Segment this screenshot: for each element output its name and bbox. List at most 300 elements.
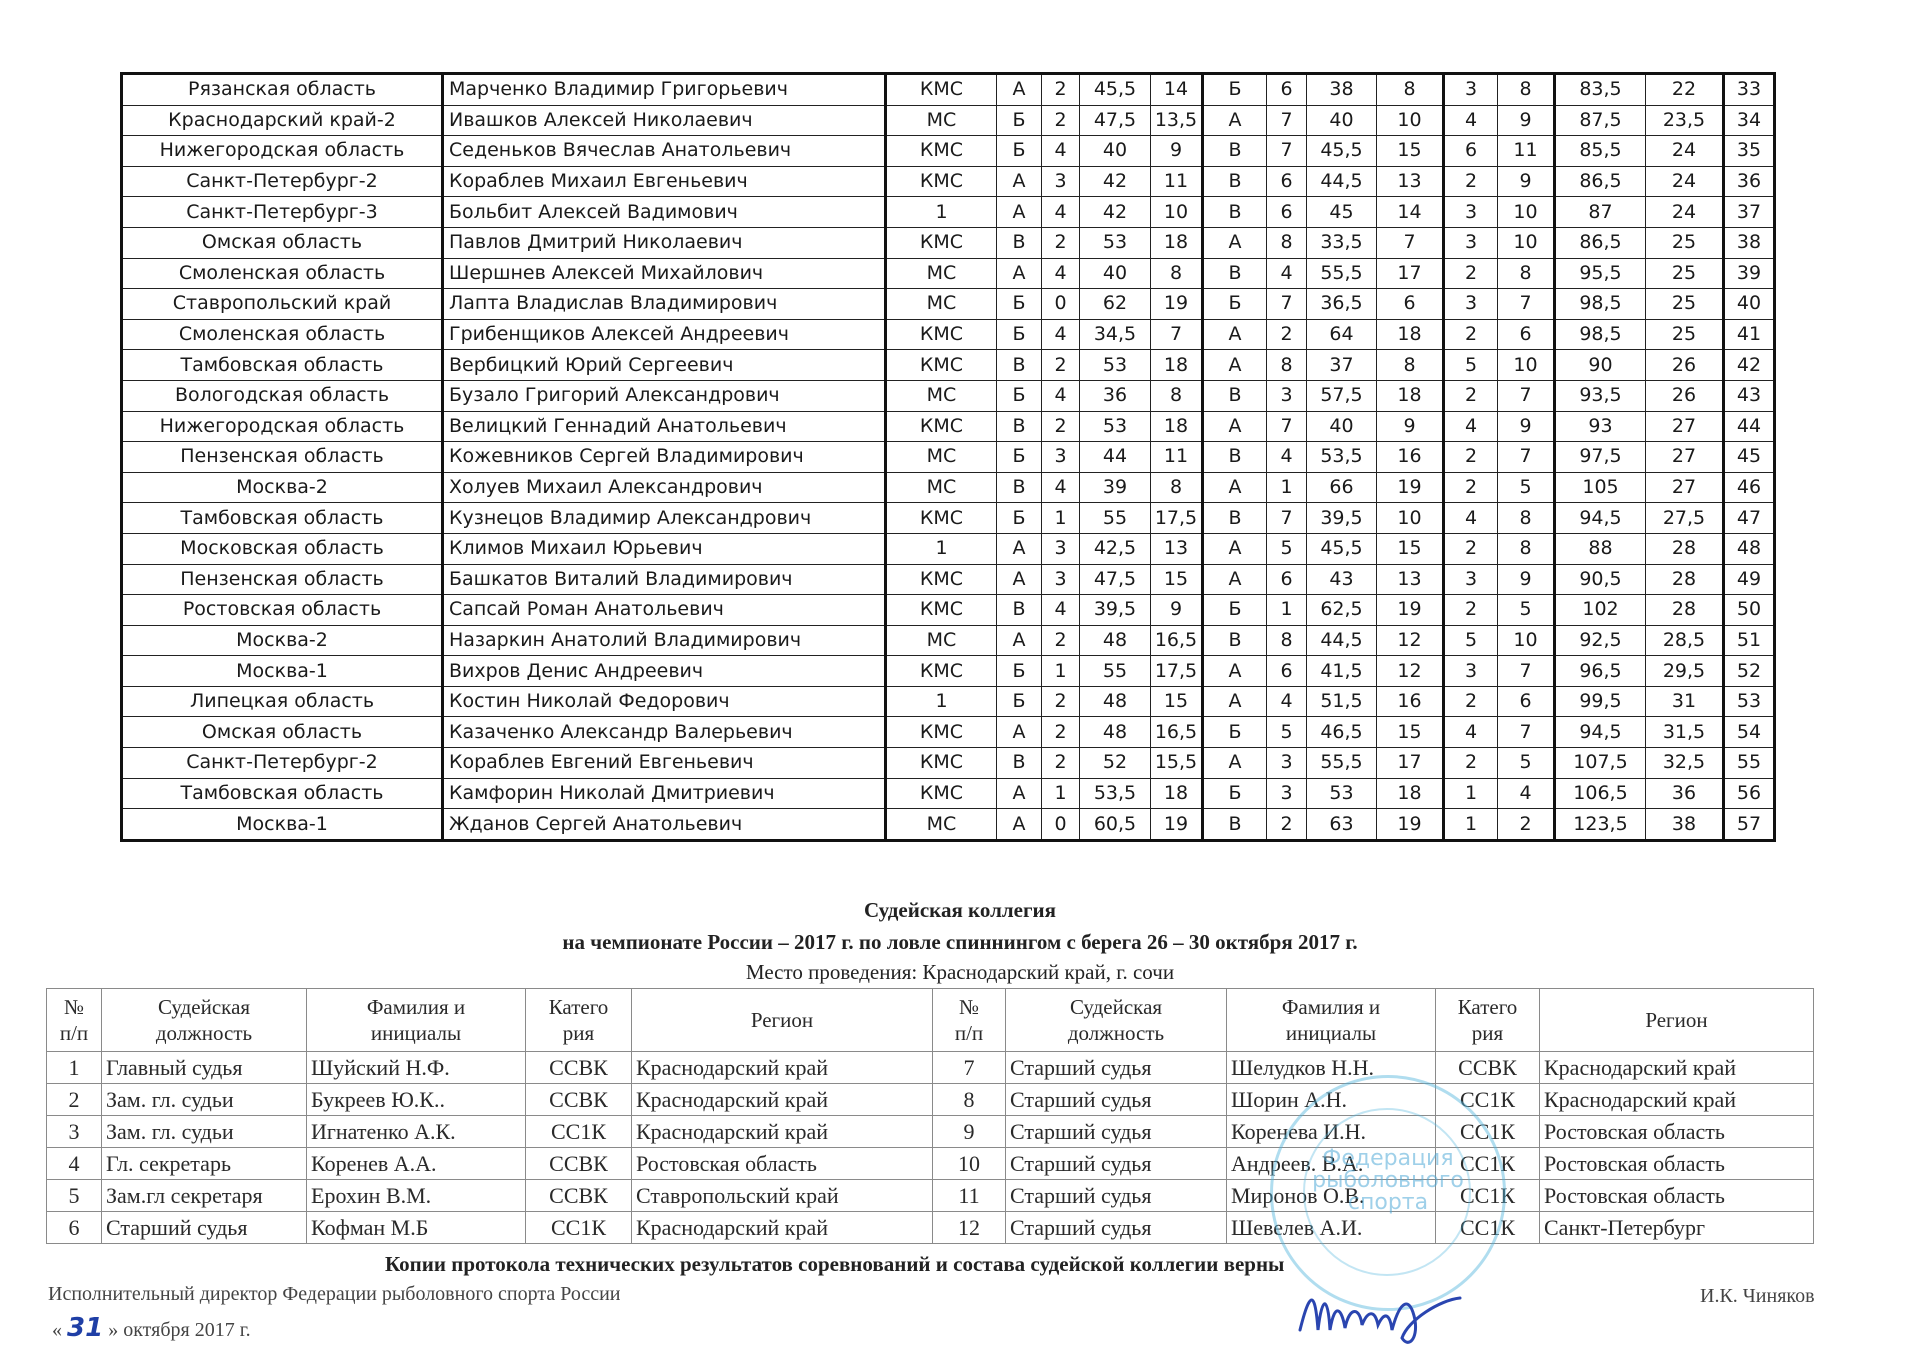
cell-category: МС (886, 258, 997, 289)
cell-sector-2: 3 (1267, 380, 1307, 411)
cell-final-place: 39 (1724, 258, 1775, 289)
handwritten-signature (1290, 1280, 1470, 1350)
cell-place-2: 10 (1377, 503, 1444, 534)
cell-place-2: 19 (1377, 595, 1444, 626)
cell-sector-2: 4 (1267, 258, 1307, 289)
cell-place-2: 13 (1377, 564, 1444, 595)
cell-final-place: 41 (1724, 319, 1775, 350)
cell-sector-2: 8 (1267, 227, 1307, 258)
cell-region: Вологодская область (122, 380, 443, 411)
cell-points: 27 (1646, 442, 1724, 473)
cell-participant: Кораблев Евгений Евгеньевич (443, 748, 886, 779)
cell-zone-1: А (997, 258, 1042, 289)
table-row (122, 533, 1775, 564)
judge-num: 7 (933, 1052, 1006, 1084)
cell-zone-2: А (1203, 472, 1267, 503)
cell-category: КМС (886, 656, 997, 687)
cell-sector-1: 2 (1042, 227, 1080, 258)
cell-sum-places: 2 (1444, 686, 1498, 717)
cell-sum-sectors: 11 (1498, 136, 1555, 167)
cell-place-1: 15,5 (1151, 748, 1203, 779)
director-title: Исполнительный директор Федерации рыболовного спорта России (48, 1283, 621, 1305)
cell-points: 29,5 (1646, 656, 1724, 687)
col-name: Фамилия и инициалы (307, 989, 526, 1052)
cell-weight-1: 42,5 (1080, 533, 1151, 564)
judge-name: Букреев Ю.К.. (307, 1084, 526, 1116)
judge-name: Шорин А.Н. (1227, 1084, 1436, 1116)
cell-weight-2: 63 (1307, 809, 1377, 841)
cell-final-place: 51 (1724, 625, 1775, 656)
cell-sector-2: 6 (1267, 166, 1307, 197)
cell-zone-1: В (997, 350, 1042, 381)
judge-num: 10 (933, 1148, 1006, 1180)
table-row (122, 105, 1775, 136)
col-position-2: Судейская должность (1006, 989, 1227, 1052)
judge-category: СС1К (526, 1116, 632, 1148)
cell-region: Москва-2 (122, 472, 443, 503)
table-row (122, 350, 1775, 381)
cell-place-1: 15 (1151, 564, 1203, 595)
cell-final-place: 56 (1724, 778, 1775, 809)
cell-place-1: 18 (1151, 778, 1203, 809)
cell-category: МС (886, 472, 997, 503)
cell-place-2: 13 (1377, 166, 1444, 197)
cell-participant: Камфорин Николай Дмитриевич (443, 778, 886, 809)
cell-zone-1: А (997, 564, 1042, 595)
cell-place-1: 16,5 (1151, 625, 1203, 656)
cell-weight-1: 42 (1080, 166, 1151, 197)
cell-zone-1: А (997, 166, 1042, 197)
cell-region: Тамбовская область (122, 350, 443, 381)
cell-final-place: 33 (1724, 74, 1775, 106)
judge-category: СС1К (1436, 1180, 1540, 1212)
cell-final-place: 53 (1724, 686, 1775, 717)
cell-sum-places: 2 (1444, 595, 1498, 626)
judge-category: ССВК (1436, 1052, 1540, 1084)
judge-region: Краснодарский край (1540, 1084, 1814, 1116)
cell-weight-1: 53 (1080, 350, 1151, 381)
cell-sum-places: 5 (1444, 350, 1498, 381)
cell-sector-1: 1 (1042, 778, 1080, 809)
cell-zone-1: Б (997, 105, 1042, 136)
cell-points: 26 (1646, 350, 1724, 381)
cell-sum-places: 3 (1444, 74, 1498, 106)
judge-position: Гл. секретарь (102, 1148, 307, 1180)
cell-category: КМС (886, 778, 997, 809)
judge-region: Краснодарский край (632, 1212, 933, 1244)
cell-sector-1: 4 (1042, 380, 1080, 411)
judges-table (46, 988, 1814, 1244)
cell-sector-1: 3 (1042, 442, 1080, 473)
cell-points: 24 (1646, 166, 1724, 197)
table-row (122, 74, 1775, 106)
cell-place-2: 14 (1377, 197, 1444, 228)
judge-num: 6 (47, 1212, 102, 1244)
cell-category: КМС (886, 748, 997, 779)
cell-place-1: 9 (1151, 595, 1203, 626)
cell-weight-1: 55 (1080, 503, 1151, 534)
cell-sector-1: 4 (1042, 197, 1080, 228)
cell-participant: Шершнев Алексей Михайлович (443, 258, 886, 289)
cell-weight-2: 37 (1307, 350, 1377, 381)
cell-sum-places: 2 (1444, 748, 1498, 779)
cell-total-weight: 93,5 (1555, 380, 1646, 411)
cell-total-weight: 86,5 (1555, 166, 1646, 197)
col-num-2: № п/п (933, 989, 1006, 1052)
judge-name: Ерохин В.М. (307, 1180, 526, 1212)
cell-sum-sectors: 9 (1498, 411, 1555, 442)
cell-region: Смоленская область (122, 258, 443, 289)
cell-place-2: 15 (1377, 533, 1444, 564)
judge-position: Зам. гл. судьи (102, 1116, 307, 1148)
cell-total-weight: 90 (1555, 350, 1646, 381)
cell-final-place: 34 (1724, 105, 1775, 136)
cell-weight-2: 40 (1307, 411, 1377, 442)
cell-weight-2: 64 (1307, 319, 1377, 350)
col-num: № п/п (47, 989, 102, 1052)
cell-final-place: 38 (1724, 227, 1775, 258)
cell-sector-2: 5 (1267, 533, 1307, 564)
cell-total-weight: 86,5 (1555, 227, 1646, 258)
cell-sum-places: 4 (1444, 411, 1498, 442)
cell-sum-sectors: 4 (1498, 778, 1555, 809)
cell-sum-places: 5 (1444, 625, 1498, 656)
cell-weight-1: 39,5 (1080, 595, 1151, 626)
cell-zone-1: Б (997, 289, 1042, 320)
cell-sector-1: 2 (1042, 717, 1080, 748)
cell-total-weight: 107,5 (1555, 748, 1646, 779)
cell-sum-places: 2 (1444, 258, 1498, 289)
cell-place-1: 18 (1151, 227, 1203, 258)
cell-place-2: 17 (1377, 258, 1444, 289)
cell-sum-places: 1 (1444, 778, 1498, 809)
cell-weight-2: 45,5 (1307, 136, 1377, 167)
cell-zone-1: Б (997, 136, 1042, 167)
table-row (122, 748, 1775, 779)
judge-position: Зам. гл. судьи (102, 1084, 307, 1116)
cell-points: 31 (1646, 686, 1724, 717)
table-row (122, 625, 1775, 656)
cell-sum-places: 2 (1444, 533, 1498, 564)
cell-region: Московская область (122, 533, 443, 564)
cell-weight-1: 36 (1080, 380, 1151, 411)
cell-sum-sectors: 5 (1498, 748, 1555, 779)
cell-final-place: 44 (1724, 411, 1775, 442)
judge-num: 5 (47, 1180, 102, 1212)
judge-row (47, 1212, 1814, 1244)
table-row (122, 472, 1775, 503)
cell-sum-sectors: 8 (1498, 533, 1555, 564)
judge-region: Ростовская область (1540, 1116, 1814, 1148)
cell-category: МС (886, 105, 997, 136)
cell-final-place: 40 (1724, 289, 1775, 320)
cell-place-1: 9 (1151, 136, 1203, 167)
cell-weight-2: 36,5 (1307, 289, 1377, 320)
cell-zone-2: А (1203, 533, 1267, 564)
cell-total-weight: 106,5 (1555, 778, 1646, 809)
cell-place-1: 8 (1151, 380, 1203, 411)
cell-region: Нижегородская область (122, 411, 443, 442)
cell-category: КМС (886, 350, 997, 381)
certification-text: Копии протокола технических результатов соревнований и состава судейской коллегии верны (385, 1252, 1285, 1276)
judge-name: Игнатенко А.К. (307, 1116, 526, 1148)
col-category: Катего рия (526, 989, 632, 1052)
judge-row (47, 1180, 1814, 1212)
cell-sum-places: 2 (1444, 442, 1498, 473)
judge-num: 8 (933, 1084, 1006, 1116)
cell-points: 27 (1646, 472, 1724, 503)
cell-points: 24 (1646, 136, 1724, 167)
cell-zone-1: Б (997, 442, 1042, 473)
cell-category: КМС (886, 136, 997, 167)
cell-total-weight: 105 (1555, 472, 1646, 503)
cell-weight-2: 40 (1307, 105, 1377, 136)
cell-weight-1: 48 (1080, 717, 1151, 748)
cell-region: Пензенская область (122, 564, 443, 595)
cell-weight-2: 57,5 (1307, 380, 1377, 411)
cell-category: МС (886, 809, 997, 841)
cell-sector-2: 8 (1267, 350, 1307, 381)
cell-weight-2: 41,5 (1307, 656, 1377, 687)
cell-place-1: 15 (1151, 686, 1203, 717)
cell-region: Рязанская область (122, 74, 443, 106)
cell-sector-2: 2 (1267, 319, 1307, 350)
judge-position: Старший судья (1006, 1116, 1227, 1148)
cell-points: 25 (1646, 227, 1724, 258)
cell-weight-2: 55,5 (1307, 748, 1377, 779)
judge-region: Ставропольский край (632, 1180, 933, 1212)
cell-place-2: 15 (1377, 136, 1444, 167)
cell-points: 24 (1646, 197, 1724, 228)
cell-total-weight: 90,5 (1555, 564, 1646, 595)
cell-place-1: 17,5 (1151, 656, 1203, 687)
cell-place-1: 10 (1151, 197, 1203, 228)
cell-sector-1: 4 (1042, 319, 1080, 350)
cell-sector-1: 0 (1042, 809, 1080, 841)
cell-weight-1: 53,5 (1080, 778, 1151, 809)
cell-sector-1: 1 (1042, 656, 1080, 687)
cell-final-place: 42 (1724, 350, 1775, 381)
cell-place-2: 15 (1377, 717, 1444, 748)
cell-place-2: 16 (1377, 442, 1444, 473)
cell-sector-1: 2 (1042, 625, 1080, 656)
cell-sector-2: 8 (1267, 625, 1307, 656)
cell-sum-sectors: 10 (1498, 197, 1555, 228)
cell-sum-sectors: 5 (1498, 472, 1555, 503)
judge-position: Старший судья (1006, 1212, 1227, 1244)
cell-weight-1: 48 (1080, 625, 1151, 656)
cell-participant: Больбит Алексей Вадимович (443, 197, 886, 228)
cell-zone-1: В (997, 411, 1042, 442)
cell-points: 31,5 (1646, 717, 1724, 748)
cell-category: КМС (886, 503, 997, 534)
cell-place-2: 19 (1377, 809, 1444, 841)
cell-participant: Седеньков Вячеслав Анатольевич (443, 136, 886, 167)
cell-sum-sectors: 7 (1498, 442, 1555, 473)
cell-zone-1: А (997, 533, 1042, 564)
table-row (122, 778, 1775, 809)
cell-place-1: 11 (1151, 166, 1203, 197)
cell-sector-1: 2 (1042, 350, 1080, 381)
judge-category: ССВК (526, 1084, 632, 1116)
cell-place-1: 19 (1151, 809, 1203, 841)
judges-title: Судейская коллегия (863, 898, 1056, 922)
cell-total-weight: 95,5 (1555, 258, 1646, 289)
cell-weight-2: 33,5 (1307, 227, 1377, 258)
cell-zone-2: Б (1203, 289, 1267, 320)
cell-region: Санкт-Петербург-2 (122, 748, 443, 779)
cell-sum-places: 3 (1444, 564, 1498, 595)
cell-participant: Климов Михаил Юрьевич (443, 533, 886, 564)
cell-zone-1: В (997, 472, 1042, 503)
cell-final-place: 43 (1724, 380, 1775, 411)
cell-weight-1: 39 (1080, 472, 1151, 503)
judge-num: 2 (47, 1084, 102, 1116)
cell-sum-sectors: 10 (1498, 227, 1555, 258)
cell-place-1: 17,5 (1151, 503, 1203, 534)
cell-zone-2: А (1203, 105, 1267, 136)
cell-participant: Казаченко Александр Валерьевич (443, 717, 886, 748)
cell-sum-sectors: 8 (1498, 74, 1555, 106)
cell-participant: Сапсай Роман Анатольевич (443, 595, 886, 626)
cell-place-1: 8 (1151, 472, 1203, 503)
judge-region: Краснодарский край (1540, 1052, 1814, 1084)
cell-weight-1: 44 (1080, 442, 1151, 473)
cell-zone-1: Б (997, 503, 1042, 534)
cell-zone-1: А (997, 625, 1042, 656)
cell-sum-places: 2 (1444, 472, 1498, 503)
cell-zone-2: В (1203, 197, 1267, 228)
cell-sector-2: 1 (1267, 595, 1307, 626)
cell-sector-2: 6 (1267, 564, 1307, 595)
cell-sum-places: 2 (1444, 166, 1498, 197)
cell-weight-1: 47,5 (1080, 564, 1151, 595)
cell-place-2: 7 (1377, 227, 1444, 258)
cell-total-weight: 92,5 (1555, 625, 1646, 656)
judge-region: Ростовская область (1540, 1148, 1814, 1180)
table-row (122, 595, 1775, 626)
judge-name: Коренев А.А. (307, 1148, 526, 1180)
cell-sum-places: 3 (1444, 289, 1498, 320)
cell-place-2: 17 (1377, 748, 1444, 779)
cell-region: Пензенская область (122, 442, 443, 473)
cell-sum-sectors: 6 (1498, 319, 1555, 350)
table-row (122, 564, 1775, 595)
cell-category: КМС (886, 227, 997, 258)
cell-place-1: 18 (1151, 350, 1203, 381)
cell-points: 27 (1646, 411, 1724, 442)
cell-weight-2: 39,5 (1307, 503, 1377, 534)
cell-participant: Павлов Дмитрий Николаевич (443, 227, 886, 258)
cell-place-1: 13 (1151, 533, 1203, 564)
cell-points: 25 (1646, 319, 1724, 350)
cell-weight-1: 42 (1080, 197, 1151, 228)
cell-sector-1: 1 (1042, 503, 1080, 534)
cell-participant: Ивашков Алексей Николаевич (443, 105, 886, 136)
judges-subtitle: на чемпионате России – 2017 г. по ловле спиннингом с берега 26 – 30 октября 2017 г. (562, 930, 1358, 954)
cell-points: 27,5 (1646, 503, 1724, 534)
cell-zone-2: А (1203, 748, 1267, 779)
cell-weight-1: 62 (1080, 289, 1151, 320)
cell-zone-1: Б (997, 656, 1042, 687)
cell-region: Ростовская область (122, 595, 443, 626)
table-row (122, 258, 1775, 289)
cell-zone-1: А (997, 74, 1042, 106)
cell-points: 26 (1646, 380, 1724, 411)
cell-sector-2: 7 (1267, 411, 1307, 442)
cell-region: Краснодарский край-2 (122, 105, 443, 136)
col-region-2: Регион (1540, 989, 1814, 1052)
cell-region: Липецкая область (122, 686, 443, 717)
cell-sector-1: 2 (1042, 74, 1080, 106)
judge-name: Кофман М.Б (307, 1212, 526, 1244)
cell-sum-places: 3 (1444, 227, 1498, 258)
judge-num: 11 (933, 1180, 1006, 1212)
cell-weight-1: 48 (1080, 686, 1151, 717)
cell-sum-sectors: 10 (1498, 625, 1555, 656)
cell-participant: Вербицкий Юрий Сергеевич (443, 350, 886, 381)
judge-name: Шуйский Н.Ф. (307, 1052, 526, 1084)
cell-zone-1: Б (997, 319, 1042, 350)
judge-name: Миронов О.В. (1227, 1180, 1436, 1212)
cell-sector-2: 4 (1267, 686, 1307, 717)
cell-place-2: 12 (1377, 625, 1444, 656)
venue: Место проведения: Краснодарский край, г. сочи (745, 960, 1175, 984)
cell-place-1: 16,5 (1151, 717, 1203, 748)
cell-participant: Грибенщиков Алексей Андреевич (443, 319, 886, 350)
table-row (122, 380, 1775, 411)
cell-points: 25 (1646, 258, 1724, 289)
cell-zone-2: А (1203, 319, 1267, 350)
cell-total-weight: 87 (1555, 197, 1646, 228)
cell-points: 22 (1646, 74, 1724, 106)
cell-zone-2: Б (1203, 74, 1267, 106)
cell-weight-2: 62,5 (1307, 595, 1377, 626)
cell-total-weight: 94,5 (1555, 717, 1646, 748)
cell-region: Смоленская область (122, 319, 443, 350)
cell-category: МС (886, 380, 997, 411)
cell-sector-2: 6 (1267, 197, 1307, 228)
cell-region: Омская область (122, 227, 443, 258)
cell-participant: Бузало Григорий Александрович (443, 380, 886, 411)
cell-place-2: 12 (1377, 656, 1444, 687)
cell-region: Тамбовская область (122, 503, 443, 534)
cell-weight-2: 45,5 (1307, 533, 1377, 564)
col-category-2: Катего рия (1436, 989, 1540, 1052)
cell-sum-places: 2 (1444, 319, 1498, 350)
cell-category: КМС (886, 717, 997, 748)
judge-region: Ростовская область (632, 1148, 933, 1180)
signature-date: « 31 » октября 2017 г. (52, 1313, 251, 1343)
cell-zone-2: А (1203, 656, 1267, 687)
cell-sum-sectors: 5 (1498, 595, 1555, 626)
cell-participant: Марченко Владимир Григорьевич (443, 74, 886, 106)
table-row (122, 166, 1775, 197)
cell-zone-1: А (997, 197, 1042, 228)
judge-category: СС1К (1436, 1148, 1540, 1180)
cell-place-2: 18 (1377, 380, 1444, 411)
cell-weight-2: 51,5 (1307, 686, 1377, 717)
table-row (122, 319, 1775, 350)
cell-zone-1: Б (997, 686, 1042, 717)
cell-sector-2: 7 (1267, 136, 1307, 167)
cell-category: КМС (886, 595, 997, 626)
cell-place-2: 19 (1377, 472, 1444, 503)
cell-participant: Кузнецов Владимир Александрович (443, 503, 886, 534)
cell-region: Нижегородская область (122, 136, 443, 167)
table-row (122, 197, 1775, 228)
cell-participant: Башкатов Виталий Владимирович (443, 564, 886, 595)
